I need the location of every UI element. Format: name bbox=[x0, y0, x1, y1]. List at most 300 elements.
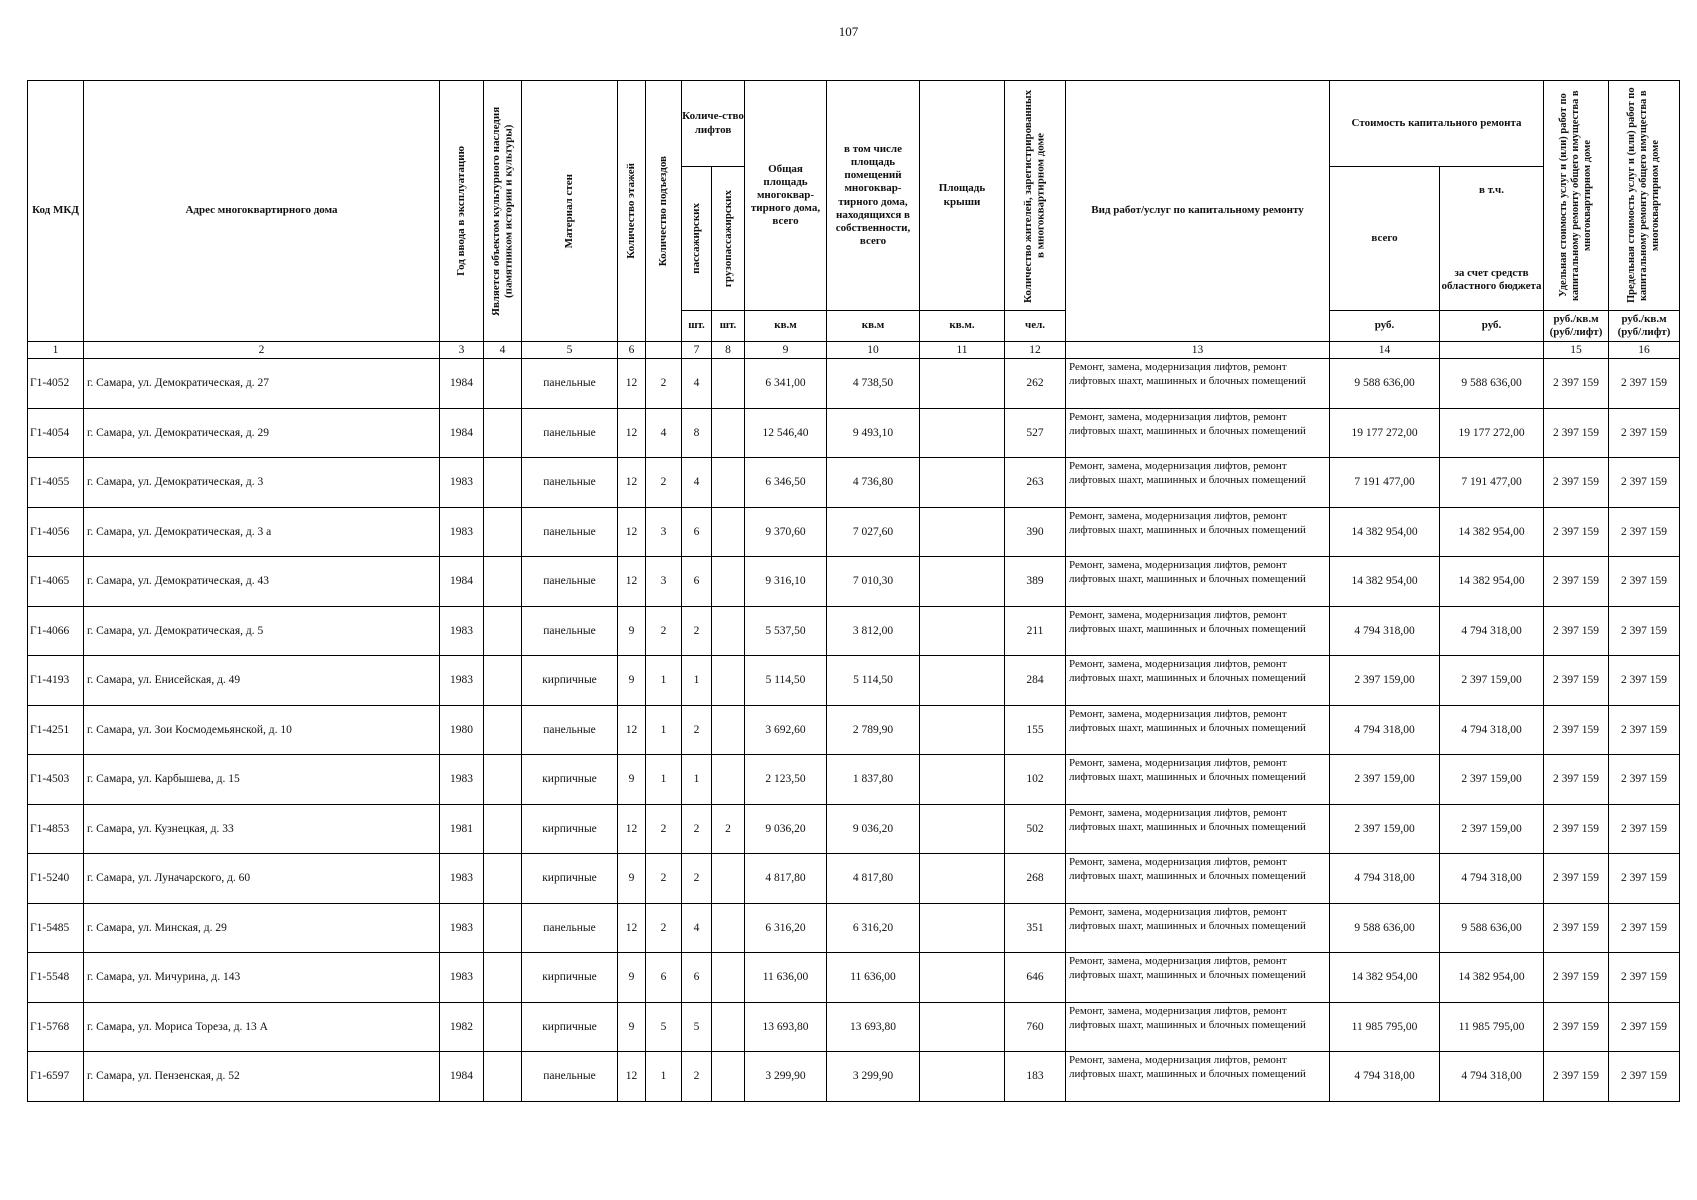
cell-lifts-pass: 8 bbox=[682, 408, 712, 458]
cell-year: 1984 bbox=[440, 557, 484, 607]
cell-area-owned: 7 027,60 bbox=[827, 507, 920, 557]
cell-roof bbox=[920, 804, 1005, 854]
cell-unit-cost: 2 397 159 bbox=[1544, 507, 1609, 557]
cell-cost-total: 14 382 954,00 bbox=[1330, 507, 1440, 557]
table-row bbox=[28, 903, 1680, 953]
col-number: 4 bbox=[484, 342, 522, 359]
col-number: 7 bbox=[682, 342, 712, 359]
cell-year: 1982 bbox=[440, 1002, 484, 1052]
cell-entrances: 6 bbox=[646, 953, 682, 1003]
cell-unit-cost: 2 397 159 bbox=[1544, 953, 1609, 1003]
table-row bbox=[28, 557, 1680, 607]
table-row bbox=[28, 359, 1680, 409]
cell-lifts-pass: 2 bbox=[682, 854, 712, 904]
cell-roof bbox=[920, 1002, 1005, 1052]
cell-code: Г1-4193 bbox=[28, 656, 84, 706]
cell-work: Ремонт, замена, модернизация лифтов, ремонт лифтовых шахт, машинных и блочных помещений bbox=[1066, 1052, 1330, 1102]
cell-work: Ремонт, замена, модернизация лифтов, ремонт лифтовых шахт, машинных и блочных помещений bbox=[1066, 557, 1330, 607]
cell-floors: 12 bbox=[618, 903, 646, 953]
cell-code: Г1-4066 bbox=[28, 606, 84, 656]
cell-entrances: 2 bbox=[646, 458, 682, 508]
cell-lifts-freight bbox=[712, 557, 745, 607]
header-floors: Количество этажей bbox=[618, 81, 646, 342]
header-roof: Площадь крыши bbox=[920, 81, 1005, 311]
cell-wall: панельные bbox=[522, 408, 618, 458]
cell-heritage bbox=[484, 804, 522, 854]
header-lifts: Количе-ство лифтов bbox=[682, 81, 745, 167]
cell-area-owned: 7 010,30 bbox=[827, 557, 920, 607]
cell-code: Г1-5240 bbox=[28, 854, 84, 904]
cell-unit-cost: 2 397 159 bbox=[1544, 656, 1609, 706]
cell-roof bbox=[920, 903, 1005, 953]
cell-year: 1983 bbox=[440, 458, 484, 508]
cell-lifts-pass: 2 bbox=[682, 1052, 712, 1102]
col-number bbox=[646, 342, 682, 359]
cell-max-cost: 2 397 159 bbox=[1609, 606, 1680, 656]
cell-lifts-pass: 6 bbox=[682, 953, 712, 1003]
cell-residents: 351 bbox=[1005, 903, 1066, 953]
cell-lifts-freight bbox=[712, 953, 745, 1003]
cell-wall: панельные bbox=[522, 903, 618, 953]
cell-lifts-pass: 2 bbox=[682, 606, 712, 656]
cell-year: 1983 bbox=[440, 854, 484, 904]
cell-address: г. Самара, ул. Демократическая, д. 29 bbox=[84, 408, 440, 458]
col-number: 16 bbox=[1609, 342, 1680, 359]
cell-max-cost: 2 397 159 bbox=[1609, 755, 1680, 805]
cell-area-total: 11 636,00 bbox=[745, 953, 827, 1003]
header-year: Год ввода в эксплуатацию bbox=[440, 81, 484, 342]
cell-area-total: 12 546,40 bbox=[745, 408, 827, 458]
cell-floors: 9 bbox=[618, 606, 646, 656]
col-number: 2 bbox=[84, 342, 440, 359]
table-row bbox=[28, 953, 1680, 1003]
cell-address: г. Самара, ул. Демократическая, д. 5 bbox=[84, 606, 440, 656]
cell-cost-total: 19 177 272,00 bbox=[1330, 408, 1440, 458]
cell-heritage bbox=[484, 656, 522, 706]
unit-lifts-freight: шт. bbox=[712, 311, 745, 342]
cell-floors: 12 bbox=[618, 557, 646, 607]
unit-roof: кв.м. bbox=[920, 311, 1005, 342]
cell-heritage bbox=[484, 854, 522, 904]
column-numbers-row bbox=[28, 342, 1680, 359]
cell-floors: 12 bbox=[618, 1052, 646, 1102]
cell-area-total: 3 692,60 bbox=[745, 705, 827, 755]
cell-residents: 390 bbox=[1005, 507, 1066, 557]
cell-unit-cost: 2 397 159 bbox=[1544, 705, 1609, 755]
cell-floors: 9 bbox=[618, 854, 646, 904]
cell-cost-budget: 11 985 795,00 bbox=[1440, 1002, 1544, 1052]
cell-residents: 263 bbox=[1005, 458, 1066, 508]
cell-max-cost: 2 397 159 bbox=[1609, 705, 1680, 755]
cell-unit-cost: 2 397 159 bbox=[1544, 804, 1609, 854]
cell-year: 1983 bbox=[440, 507, 484, 557]
cell-max-cost: 2 397 159 bbox=[1609, 458, 1680, 508]
col-number: 5 bbox=[522, 342, 618, 359]
cell-year: 1984 bbox=[440, 359, 484, 409]
unit-area-total: кв.м bbox=[745, 311, 827, 342]
cell-lifts-pass: 2 bbox=[682, 705, 712, 755]
cell-unit-cost: 2 397 159 bbox=[1544, 359, 1609, 409]
header-cost-incl: в т.ч. bbox=[1479, 183, 1504, 196]
cell-floors: 9 bbox=[618, 656, 646, 706]
header-cost: Стоимость капитального ремонта bbox=[1330, 81, 1544, 167]
cell-residents: 760 bbox=[1005, 1002, 1066, 1052]
cell-code: Г1-5548 bbox=[28, 953, 84, 1003]
col-number: 15 bbox=[1544, 342, 1609, 359]
cell-heritage bbox=[484, 1002, 522, 1052]
cell-max-cost: 2 397 159 bbox=[1609, 359, 1680, 409]
cell-code: Г1-5485 bbox=[28, 903, 84, 953]
col-number: 9 bbox=[745, 342, 827, 359]
cell-entrances: 5 bbox=[646, 1002, 682, 1052]
cell-wall: кирпичные bbox=[522, 1002, 618, 1052]
cell-residents: 646 bbox=[1005, 953, 1066, 1003]
cell-lifts-freight bbox=[712, 359, 745, 409]
cell-entrances: 1 bbox=[646, 755, 682, 805]
cell-floors: 12 bbox=[618, 804, 646, 854]
cell-cost-total: 7 191 477,00 bbox=[1330, 458, 1440, 508]
cell-heritage bbox=[484, 1052, 522, 1102]
cell-lifts-pass: 4 bbox=[682, 359, 712, 409]
cell-wall: панельные bbox=[522, 458, 618, 508]
cell-area-total: 13 693,80 bbox=[745, 1002, 827, 1052]
cell-area-total: 6 316,20 bbox=[745, 903, 827, 953]
cell-area-owned: 4 817,80 bbox=[827, 854, 920, 904]
cell-year: 1984 bbox=[440, 1052, 484, 1102]
cell-address: г. Самара, ул. Демократическая, д. 27 bbox=[84, 359, 440, 409]
cell-code: Г1-5768 bbox=[28, 1002, 84, 1052]
cell-area-owned: 3 812,00 bbox=[827, 606, 920, 656]
cell-area-owned: 4 736,80 bbox=[827, 458, 920, 508]
cell-roof bbox=[920, 953, 1005, 1003]
cell-area-owned: 5 114,50 bbox=[827, 656, 920, 706]
cell-work: Ремонт, замена, модернизация лифтов, ремонт лифтовых шахт, машинных и блочных помещений bbox=[1066, 606, 1330, 656]
cell-code: Г1-4052 bbox=[28, 359, 84, 409]
cell-cost-budget: 9 588 636,00 bbox=[1440, 903, 1544, 953]
cell-work: Ремонт, замена, модернизация лифтов, ремонт лифтовых шахт, машинных и блочных помещений bbox=[1066, 705, 1330, 755]
cell-work: Ремонт, замена, модернизация лифтов, ремонт лифтовых шахт, машинных и блочных помещений bbox=[1066, 755, 1330, 805]
cell-area-total: 2 123,50 bbox=[745, 755, 827, 805]
cell-cost-total: 2 397 159,00 bbox=[1330, 656, 1440, 706]
cell-wall: панельные bbox=[522, 705, 618, 755]
cell-residents: 389 bbox=[1005, 557, 1066, 607]
cell-unit-cost: 2 397 159 bbox=[1544, 606, 1609, 656]
cell-cost-total: 2 397 159,00 bbox=[1330, 755, 1440, 805]
cell-code: Г1-4503 bbox=[28, 755, 84, 805]
cell-unit-cost: 2 397 159 bbox=[1544, 1002, 1609, 1052]
cell-cost-total: 9 588 636,00 bbox=[1330, 903, 1440, 953]
cell-work: Ремонт, замена, модернизация лифтов, ремонт лифтовых шахт, машинных и блочных помещений bbox=[1066, 1002, 1330, 1052]
header-area-owned: в том числе площадь помещений многоквар-тирного дома, находящихся в собственности, всего bbox=[827, 81, 920, 311]
cell-lifts-freight bbox=[712, 854, 745, 904]
header-entrances: Количество подъездов bbox=[646, 81, 682, 342]
cell-unit-cost: 2 397 159 bbox=[1544, 557, 1609, 607]
cell-heritage bbox=[484, 359, 522, 409]
cell-residents: 183 bbox=[1005, 1052, 1066, 1102]
cell-cost-budget: 4 794 318,00 bbox=[1440, 1052, 1544, 1102]
cell-lifts-freight bbox=[712, 903, 745, 953]
cell-roof bbox=[920, 755, 1005, 805]
cell-floors: 9 bbox=[618, 755, 646, 805]
cell-cost-budget: 7 191 477,00 bbox=[1440, 458, 1544, 508]
cell-area-total: 9 370,60 bbox=[745, 507, 827, 557]
cell-roof bbox=[920, 458, 1005, 508]
cell-lifts-freight bbox=[712, 507, 745, 557]
cell-max-cost: 2 397 159 bbox=[1609, 557, 1680, 607]
repair-table bbox=[27, 80, 1680, 1102]
cell-address: г. Самара, ул. Карбышева, д. 15 bbox=[84, 755, 440, 805]
cell-year: 1983 bbox=[440, 903, 484, 953]
col-number: 13 bbox=[1066, 342, 1330, 359]
cell-floors: 12 bbox=[618, 705, 646, 755]
cell-residents: 502 bbox=[1005, 804, 1066, 854]
col-number: 11 bbox=[920, 342, 1005, 359]
cell-area-owned: 4 738,50 bbox=[827, 359, 920, 409]
cell-year: 1981 bbox=[440, 804, 484, 854]
cell-unit-cost: 2 397 159 bbox=[1544, 408, 1609, 458]
cell-cost-total: 14 382 954,00 bbox=[1330, 557, 1440, 607]
cell-unit-cost: 2 397 159 bbox=[1544, 755, 1609, 805]
col-number bbox=[1440, 342, 1544, 359]
cell-work: Ремонт, замена, модернизация лифтов, ремонт лифтовых шахт, машинных и блочных помещений bbox=[1066, 854, 1330, 904]
cell-max-cost: 2 397 159 bbox=[1609, 656, 1680, 706]
col-number: 6 bbox=[618, 342, 646, 359]
cell-address: г. Самара, ул. Луначарского, д. 60 bbox=[84, 854, 440, 904]
cell-lifts-freight bbox=[712, 1052, 745, 1102]
cell-lifts-freight bbox=[712, 755, 745, 805]
cell-cost-budget: 2 397 159,00 bbox=[1440, 755, 1544, 805]
cell-cost-total: 9 588 636,00 bbox=[1330, 359, 1440, 409]
cell-residents: 284 bbox=[1005, 656, 1066, 706]
cell-address: г. Самара, ул. Мичурина, д. 143 bbox=[84, 953, 440, 1003]
cell-year: 1984 bbox=[440, 408, 484, 458]
header-residents: Количество жителей, зарегистрированных в многоквартирном доме bbox=[1005, 81, 1066, 311]
header-unit-cost: Удельная стоимость услуг и (или) работ по капитальному ремонту общего имущества в многоквартирном доме bbox=[1544, 81, 1609, 311]
cell-address: г. Самара, ул. Зои Космодемьянской, д. 10 bbox=[84, 705, 440, 755]
cell-cost-budget: 9 588 636,00 bbox=[1440, 359, 1544, 409]
cell-lifts-pass: 4 bbox=[682, 903, 712, 953]
cell-year: 1983 bbox=[440, 755, 484, 805]
cell-code: Г1-4251 bbox=[28, 705, 84, 755]
cell-max-cost: 2 397 159 bbox=[1609, 1002, 1680, 1052]
cell-lifts-freight bbox=[712, 1002, 745, 1052]
cell-heritage bbox=[484, 705, 522, 755]
cell-floors: 12 bbox=[618, 507, 646, 557]
cell-work: Ремонт, замена, модернизация лифтов, ремонт лифтовых шахт, машинных и блочных помещений bbox=[1066, 656, 1330, 706]
cell-heritage bbox=[484, 557, 522, 607]
cell-area-owned: 9 493,10 bbox=[827, 408, 920, 458]
header-wall: Материал стен bbox=[522, 81, 618, 342]
cell-wall: панельные bbox=[522, 606, 618, 656]
cell-unit-cost: 2 397 159 bbox=[1544, 903, 1609, 953]
cell-year: 1983 bbox=[440, 953, 484, 1003]
cell-address: г. Самара, ул. Пензенская, д. 52 bbox=[84, 1052, 440, 1102]
cell-year: 1983 bbox=[440, 656, 484, 706]
cell-lifts-freight bbox=[712, 606, 745, 656]
cell-lifts-freight bbox=[712, 705, 745, 755]
header-cost-budget bbox=[1440, 167, 1544, 311]
cell-residents: 155 bbox=[1005, 705, 1066, 755]
cell-cost-budget: 14 382 954,00 bbox=[1440, 953, 1544, 1003]
cell-roof bbox=[920, 854, 1005, 904]
page-number: 107 bbox=[838, 24, 859, 39]
cell-heritage bbox=[484, 606, 522, 656]
cell-wall: панельные bbox=[522, 507, 618, 557]
cell-code: Г1-4054 bbox=[28, 408, 84, 458]
cell-area-total: 6 341,00 bbox=[745, 359, 827, 409]
cell-cost-total: 11 985 795,00 bbox=[1330, 1002, 1440, 1052]
cell-code: Г1-4055 bbox=[28, 458, 84, 508]
cell-address: г. Самара, ул. Демократическая, д. 3 bbox=[84, 458, 440, 508]
cell-cost-budget: 14 382 954,00 bbox=[1440, 507, 1544, 557]
table-row bbox=[28, 606, 1680, 656]
cell-entrances: 3 bbox=[646, 557, 682, 607]
cell-max-cost: 2 397 159 bbox=[1609, 1052, 1680, 1102]
cell-address: г. Самара, ул. Минская, д. 29 bbox=[84, 903, 440, 953]
cell-year: 1980 bbox=[440, 705, 484, 755]
cell-roof bbox=[920, 1052, 1005, 1102]
cell-max-cost: 2 397 159 bbox=[1609, 804, 1680, 854]
unit-area-owned: кв.м bbox=[827, 311, 920, 342]
cell-cost-budget: 4 794 318,00 bbox=[1440, 606, 1544, 656]
unit-lifts-pass: шт. bbox=[682, 311, 712, 342]
cell-address: г. Самара, ул. Демократическая, д. 3 а bbox=[84, 507, 440, 557]
cell-lifts-pass: 6 bbox=[682, 507, 712, 557]
cell-entrances: 2 bbox=[646, 359, 682, 409]
cell-wall: кирпичные bbox=[522, 953, 618, 1003]
cell-entrances: 3 bbox=[646, 507, 682, 557]
col-number: 8 bbox=[712, 342, 745, 359]
unit-max-cost: руб./кв.м (руб/лифт) bbox=[1609, 311, 1680, 342]
table-row bbox=[28, 854, 1680, 904]
cell-area-owned: 6 316,20 bbox=[827, 903, 920, 953]
cell-wall: кирпичные bbox=[522, 854, 618, 904]
cell-cost-budget: 14 382 954,00 bbox=[1440, 557, 1544, 607]
cell-area-total: 9 036,20 bbox=[745, 804, 827, 854]
cell-area-total: 5 114,50 bbox=[745, 656, 827, 706]
cell-heritage bbox=[484, 458, 522, 508]
table-row bbox=[28, 1002, 1680, 1052]
unit-cost-budget: руб. bbox=[1440, 311, 1544, 342]
cell-heritage bbox=[484, 755, 522, 805]
cell-wall: кирпичные bbox=[522, 656, 618, 706]
cell-residents: 102 bbox=[1005, 755, 1066, 805]
cell-code: Г1-4065 bbox=[28, 557, 84, 607]
header-work: Вид работ/услуг по капитальному ремонту bbox=[1066, 81, 1330, 342]
unit-unit-cost: руб./кв.м (руб/лифт) bbox=[1544, 311, 1609, 342]
cell-residents: 262 bbox=[1005, 359, 1066, 409]
cell-cost-total: 4 794 318,00 bbox=[1330, 606, 1440, 656]
cell-lifts-pass: 1 bbox=[682, 656, 712, 706]
cell-entrances: 2 bbox=[646, 804, 682, 854]
cell-address: г. Самара, ул. Демократическая, д. 43 bbox=[84, 557, 440, 607]
table-row bbox=[28, 458, 1680, 508]
header-area-total: Общая площадь многоквар-тирного дома, всего bbox=[745, 81, 827, 311]
unit-residents: чел. bbox=[1005, 311, 1066, 342]
cell-unit-cost: 2 397 159 bbox=[1544, 854, 1609, 904]
cell-cost-total: 4 794 318,00 bbox=[1330, 705, 1440, 755]
unit-cost-total: руб. bbox=[1330, 311, 1440, 342]
cell-area-owned: 9 036,20 bbox=[827, 804, 920, 854]
cell-cost-total: 4 794 318,00 bbox=[1330, 854, 1440, 904]
cell-lifts-pass: 5 bbox=[682, 1002, 712, 1052]
cell-wall: кирпичные bbox=[522, 755, 618, 805]
cell-max-cost: 2 397 159 bbox=[1609, 854, 1680, 904]
table-header bbox=[28, 81, 1680, 359]
table-row bbox=[28, 408, 1680, 458]
cell-work: Ремонт, замена, модернизация лифтов, ремонт лифтовых шахт, машинных и блочных помещений bbox=[1066, 408, 1330, 458]
cell-floors: 12 bbox=[618, 458, 646, 508]
table-body bbox=[28, 359, 1680, 1102]
header-lifts-freight: грузопассажирских bbox=[712, 167, 745, 311]
cell-max-cost: 2 397 159 bbox=[1609, 903, 1680, 953]
cell-area-total: 3 299,90 bbox=[745, 1052, 827, 1102]
cell-lifts-freight: 2 bbox=[712, 804, 745, 854]
cell-roof bbox=[920, 557, 1005, 607]
cell-floors: 9 bbox=[618, 1002, 646, 1052]
cell-roof bbox=[920, 656, 1005, 706]
cell-wall: панельные bbox=[522, 1052, 618, 1102]
cell-unit-cost: 2 397 159 bbox=[1544, 458, 1609, 508]
cell-address: г. Самара, ул. Енисейская, д. 49 bbox=[84, 656, 440, 706]
header-cost-budget-label: за счет средств областного бюджета bbox=[1441, 266, 1542, 293]
header-cost-total: всего bbox=[1330, 167, 1440, 311]
cell-residents: 268 bbox=[1005, 854, 1066, 904]
cell-cost-total: 4 794 318,00 bbox=[1330, 1052, 1440, 1102]
cell-entrances: 1 bbox=[646, 656, 682, 706]
cell-area-owned: 1 837,80 bbox=[827, 755, 920, 805]
cell-area-owned: 2 789,90 bbox=[827, 705, 920, 755]
cell-max-cost: 2 397 159 bbox=[1609, 953, 1680, 1003]
cell-area-total: 4 817,80 bbox=[745, 854, 827, 904]
header-max-cost: Предельная стоимость услуг и (или) работ по капитальному ремонту общего имущества в многоквартирном доме bbox=[1609, 81, 1680, 311]
cell-address: г. Самара, ул. Мориса Тореза, д. 13 А bbox=[84, 1002, 440, 1052]
cell-floors: 12 bbox=[618, 408, 646, 458]
cell-area-total: 9 316,10 bbox=[745, 557, 827, 607]
table-row bbox=[28, 705, 1680, 755]
cell-lifts-pass: 1 bbox=[682, 755, 712, 805]
cell-entrances: 2 bbox=[646, 854, 682, 904]
header-lifts-pass: пассажирских bbox=[682, 167, 712, 311]
cell-roof bbox=[920, 359, 1005, 409]
cell-year: 1983 bbox=[440, 606, 484, 656]
cell-work: Ремонт, замена, модернизация лифтов, ремонт лифтовых шахт, машинных и блочных помещений bbox=[1066, 804, 1330, 854]
cell-heritage bbox=[484, 408, 522, 458]
table-row bbox=[28, 755, 1680, 805]
cell-lifts-pass: 4 bbox=[682, 458, 712, 508]
col-number: 1 bbox=[28, 342, 84, 359]
cell-roof bbox=[920, 507, 1005, 557]
col-number: 3 bbox=[440, 342, 484, 359]
cell-area-owned: 13 693,80 bbox=[827, 1002, 920, 1052]
cell-max-cost: 2 397 159 bbox=[1609, 507, 1680, 557]
cell-floors: 12 bbox=[618, 359, 646, 409]
cell-cost-budget: 4 794 318,00 bbox=[1440, 705, 1544, 755]
cell-work: Ремонт, замена, модернизация лифтов, ремонт лифтовых шахт, машинных и блочных помещений bbox=[1066, 903, 1330, 953]
header-code: Код МКД bbox=[28, 81, 84, 342]
cell-lifts-pass: 6 bbox=[682, 557, 712, 607]
cell-code: Г1-6597 bbox=[28, 1052, 84, 1102]
cell-area-owned: 3 299,90 bbox=[827, 1052, 920, 1102]
cell-heritage bbox=[484, 903, 522, 953]
cell-code: Г1-4853 bbox=[28, 804, 84, 854]
table-row bbox=[28, 804, 1680, 854]
cell-entrances: 2 bbox=[646, 606, 682, 656]
col-number: 14 bbox=[1330, 342, 1440, 359]
cell-residents: 211 bbox=[1005, 606, 1066, 656]
cell-heritage bbox=[484, 953, 522, 1003]
cell-entrances: 2 bbox=[646, 903, 682, 953]
